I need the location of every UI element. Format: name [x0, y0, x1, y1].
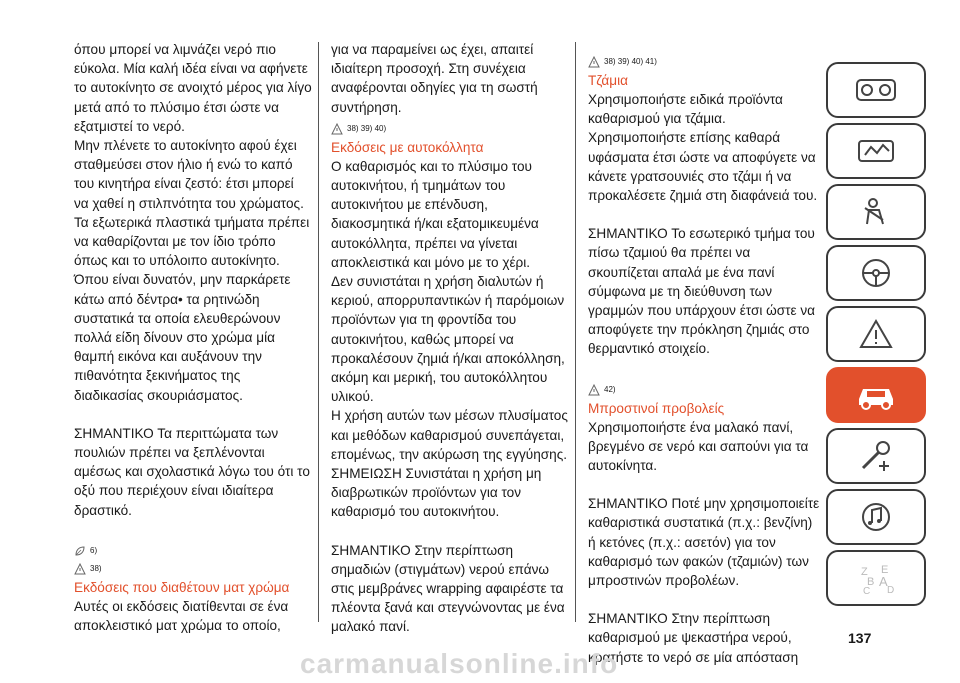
section-tabs: [826, 62, 926, 611]
tab-dashboard-display[interactable]: [826, 123, 926, 179]
watermark: carmanualsonline.info: [300, 648, 619, 679]
tab-car-dashboard[interactable]: [826, 62, 926, 118]
svg-text:C: C: [863, 586, 871, 596]
paragraph: Η χρήση αυτών των μέσων πλυσίματος και μεθόδων καθαρισμού συνεπάγεται, επομένως, την ακύρωση της εγγύησης.: [331, 408, 568, 462]
paragraph: όπου μπορεί να λιμνάζει νερό πιο εύκολα. Μία καλή ιδέα είναι να αφήνετε το αυτοκίνητο σε ανοιχτό μέρος για λίγο μετά από το πλύσιμο έτσι ώστε να εξατμιστεί το νερό.: [74, 42, 312, 134]
warning-reference: [331, 123, 569, 135]
wrench-tools-icon: [853, 438, 899, 474]
warning-triangle-icon: [588, 384, 600, 396]
paragraph: ΣΗΜΑΝΤΙΚΟ Το εσωτερικό τμήμα του πίσω τζαμιού θα πρέπει να σκουπίζεται απαλά με ένα πανί σύμφωνα με τη διεύθυνση των γραμμών που υπάρχουν έτσι ώστε να αποφύγετε την πρόκληση ζημιάς στο θερμαντικό στοιχείο.: [588, 226, 816, 357]
leaf-icon: [74, 545, 86, 557]
svg-text:Z: Z: [861, 566, 868, 578]
tab-emergency[interactable]: [826, 306, 926, 362]
warning-reference: [588, 56, 820, 68]
tab-safety[interactable]: [826, 184, 926, 240]
paragraph: Χρησιμοποιήστε ειδικά προϊόντα καθαρισμού για τζάμια.: [588, 92, 783, 127]
column-divider: [575, 42, 576, 622]
text-column-1: [74, 40, 312, 635]
warning-reference-text: 38): [90, 563, 102, 573]
paragraph: Χρησιμοποιήστε επίσης καθαρά υφάσματα έτσι ώστε να αποφύγετε να κάνετε γρατσουνιές στο τζάμι ή να προκαλέσετε ζημιά στη διαφάνειά του.: [588, 130, 818, 204]
warning-reference-text: 38) 39) 40) 41): [604, 57, 657, 66]
paragraph: Όπου είναι δυνατόν, μην παρκάρετε κάτω από δέντρα• τα ρητινώδη συστατικά τα οποία ελευθερώνουν πολλά είδη δίνουν στο χρώμα μία θαμπή εικόνα και αυξάνουν την πιθανότητα ξεκινήματος της διαδικασίας σκουριάσματος.: [74, 272, 291, 403]
svg-text:B: B: [867, 576, 875, 588]
svg-text:D: D: [887, 585, 895, 596]
paragraph: Τα εξωτερικά πλαστικά τμήματα πρέπει να καθαρίζονται με τον ίδιο τρόπο όπως και το υπόλοιπο αυτοκίνητο.: [74, 214, 310, 269]
section-heading: Εκδόσεις με αυτοκόλλητα: [331, 139, 484, 155]
tab-starting-driving[interactable]: [826, 245, 926, 301]
warning-reference-text: 42): [604, 384, 616, 394]
svg-text:A: A: [879, 574, 888, 589]
paragraph: ΣΗΜΑΝΤΙΚΟ Στην περίπτωση σημαδιών (στιγμάτων) νερού επάνω στις μεμβράνες wrapping αφαιρέστε τα πλέοντα ξανά και στεγνώνοντας με ένα μαλακό πανί.: [331, 542, 565, 635]
column-divider: [318, 42, 319, 622]
tab-index[interactable]: [826, 550, 926, 606]
section-heading: Μπροστινοί προβολείς: [588, 400, 725, 416]
paragraph: ΣΗΜΕΙΩΣΗ Συνιστάται η χρήση μη διαβρωτικών προϊόντων για τον καθαρισμό του αυτοκινήτου.: [331, 466, 542, 520]
paragraph: Χρησιμοποιήστε ένα μαλακό πανί, βρεγμένο σε νερό και σαπούνι για τα αυτοκίνητα.: [588, 419, 809, 474]
car-dashboard-icon: [853, 72, 899, 108]
svg-text:E: E: [881, 564, 889, 576]
warning-reference: [588, 384, 820, 396]
note-reference-text: 6): [90, 545, 98, 555]
warning-reference: [74, 563, 312, 575]
paragraph: ΣΗΜΑΝΤΙΚΟ Ποτέ μην χρησιμοποιείτε καθαριστικά συστατικά (π.χ.: βενζίνη) ή κετόνες (π.χ.: ασετόν) για τον καθαρισμό των φακών (τζαμιών) των μπροστινών προβολέων.: [588, 496, 820, 589]
text-column-2: [331, 40, 569, 637]
car-service-icon: [853, 377, 899, 413]
alphabetical-index-icon: [853, 560, 899, 596]
paragraph: ΣΗΜΑΝΤΙΚΟ Στην περίπτωση καθαρισμού με ψεκαστήρα νερού, κρατήστε το νερό σε μία απόσταση: [588, 611, 799, 665]
section-heading: Εκδόσεις που διαθέτουν ματ χρώμα: [74, 579, 290, 595]
safety-airbag-icon: [853, 194, 899, 230]
warning-triangle-icon: [74, 563, 86, 575]
multimedia-icon: [853, 499, 899, 535]
paragraph: για να παραμείνει ως έχει, απαιτεί ιδιαίτερη προσοχή. Στη συνέχεια αναφέρονται οδηγίες για τη σωστή συντήρηση.: [331, 42, 538, 115]
car-warning-icon: [853, 316, 899, 352]
note-reference: [74, 545, 312, 557]
paragraph: Ο καθαρισμός και το πλύσιμο του αυτοκινήτου, ή τμημάτων του αυτοκινήτου με επένδυση, διακοσμητικά ή/και εξατομικευμένα αυτοκόλλητα, πρέπει να γίνεται αποκλειστικά και μόνο με το χέρι.: [331, 158, 539, 270]
tab-maintenance[interactable]: [826, 367, 926, 423]
tab-multimedia[interactable]: [826, 489, 926, 545]
section-heading: Τζάμια: [588, 73, 628, 88]
paragraph: Μην πλένετε το αυτοκίνητο αφού έχει σταθμεύσει στον ήλιο ή ενώ το καπό του κινητήρα είναι ζεστό: έτσι μπορεί να χαθεί η στιλπνότητα του χρώματος.: [74, 138, 304, 211]
page-number: 137: [848, 630, 872, 646]
tab-technical-data[interactable]: [826, 428, 926, 484]
warning-triangle-icon: [588, 56, 600, 68]
steering-wheel-icon: [853, 255, 899, 291]
paragraph: Δεν συνιστάται η χρήση διαλυτών ή κεριού, απορρυπαντικών ή παρόμοιων προϊόντων για τη φροντίδα του αυτοκινήτου, καθώς μπορεί να προκαλέσουν ζημιά ή/και αποκόλληση, ακόμη και μερική, του αυτοκόλλητου υλικού.: [331, 274, 565, 405]
paragraph: Αυτές οι εκδόσεις διατίθενται σε ένα αποκλειστικό ματ χρώμα το οποίο,: [74, 598, 289, 634]
dashboard-display-icon: [853, 133, 899, 169]
warning-triangle-icon: [331, 123, 343, 135]
warning-reference-text: 38) 39) 40): [347, 123, 387, 133]
paragraph: ΣΗΜΑΝΤΙΚΟ Τα περιττώματα των πουλιών πρέπει να ξεπλένονται αμέσως και σχολαστικά λόγω του ότι το οξύ που περιέχουν είναι ιδιαίτερα δραστικό.: [74, 425, 310, 518]
text-column-3: [588, 40, 820, 667]
